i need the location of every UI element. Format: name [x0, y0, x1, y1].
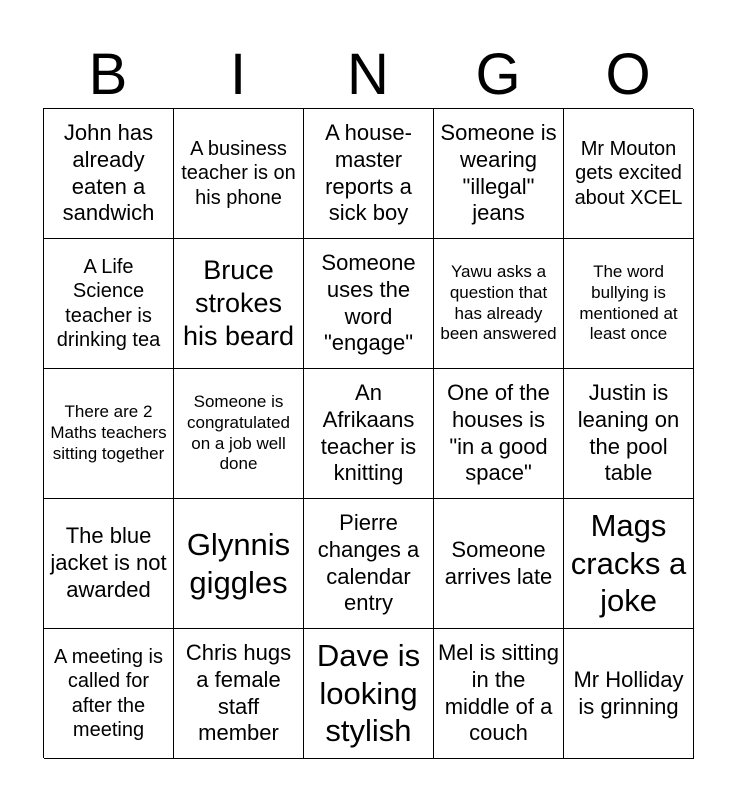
bingo-cell[interactable]	[434, 109, 564, 239]
bingo-cell-text: The word bullying is mentioned at least once	[579, 262, 678, 344]
bingo-cell-text: Mel is sitting in the middle of a couch	[437, 639, 560, 746]
bingo-cell-text: One of the houses is "in a good space"	[447, 379, 550, 486]
bingo-cell[interactable]	[434, 239, 564, 369]
bingo-cell[interactable]	[564, 629, 694, 759]
bingo-cell-text: A meeting is called for after the meeting	[54, 645, 163, 741]
bingo-cell-text: There are 2 Maths teachers sitting together	[50, 402, 167, 463]
bingo-cell-text: The blue jacket is not awarded	[50, 523, 167, 602]
bingo-cell[interactable]	[174, 369, 304, 499]
bingo-cell-text: Mr Mouton gets excited about XCEL	[574, 137, 683, 209]
bingo-cell[interactable]	[564, 239, 694, 369]
bingo-cell[interactable]	[434, 369, 564, 499]
bingo-cell-text: Glynnis giggles	[186, 526, 291, 600]
bingo-cell[interactable]	[174, 499, 304, 629]
bingo-cell[interactable]	[44, 239, 174, 369]
bingo-cell-text: Yawu asks a question that has already been answered	[440, 262, 557, 344]
bingo-cell[interactable]	[564, 109, 694, 239]
bingo-cell-text: Pierre changes a calendar entry	[317, 509, 420, 616]
bingo-cell[interactable]	[434, 629, 564, 759]
bingo-cell[interactable]	[304, 109, 434, 239]
bingo-board	[43, 108, 693, 758]
bingo-cell[interactable]	[304, 629, 434, 759]
bingo-cell[interactable]	[304, 369, 434, 499]
bingo-cell[interactable]	[564, 369, 694, 499]
bingo-cell[interactable]	[304, 499, 434, 629]
header-letter-o: O	[605, 42, 651, 107]
bingo-cell-text: Mr Holliday is grinning	[573, 666, 684, 719]
bingo-cell-text: Dave is looking stylish	[316, 637, 421, 749]
bingo-cell-text: John has already eaten a sandwich	[62, 119, 155, 226]
bingo-header	[43, 42, 693, 108]
bingo-cell-text: A house-master reports a sick boy	[325, 119, 412, 226]
bingo-cell-text: Mags cracks a joke	[570, 507, 687, 619]
header-letter-g: G	[475, 42, 521, 107]
header-letter-i: I	[229, 42, 247, 107]
bingo-cell-text: Someone is wearing "illegal" jeans	[440, 119, 557, 226]
bingo-cell-text: An Afrikaans teacher is knitting	[320, 379, 417, 486]
bingo-cell-text: Someone arrives late	[444, 536, 553, 589]
bingo-cell[interactable]	[44, 369, 174, 499]
bingo-cell-text: Someone is congratulated on a job well done	[186, 392, 291, 474]
header-letter-n: N	[347, 42, 389, 107]
bingo-cell[interactable]	[44, 499, 174, 629]
bingo-cell-text: A Life Science teacher is drinking tea	[56, 255, 161, 351]
bingo-cell[interactable]	[434, 499, 564, 629]
bingo-cell[interactable]	[174, 239, 304, 369]
bingo-cell-text: Justin is leaning on the pool table	[577, 379, 680, 486]
bingo-cell[interactable]	[44, 629, 174, 759]
bingo-cell-text: A business teacher is on his phone	[181, 137, 296, 209]
bingo-cell[interactable]	[174, 109, 304, 239]
bingo-cell-text: Bruce strokes his beard	[182, 255, 295, 351]
bingo-cell[interactable]	[564, 499, 694, 629]
bingo-cell[interactable]	[44, 109, 174, 239]
header-letter-b: B	[88, 42, 128, 107]
bingo-cell[interactable]	[174, 629, 304, 759]
bingo-cell-text: Chris hugs a female staff member	[185, 639, 292, 746]
bingo-cell[interactable]	[304, 239, 434, 369]
bingo-cell-text: Someone uses the word "engage"	[321, 249, 416, 356]
